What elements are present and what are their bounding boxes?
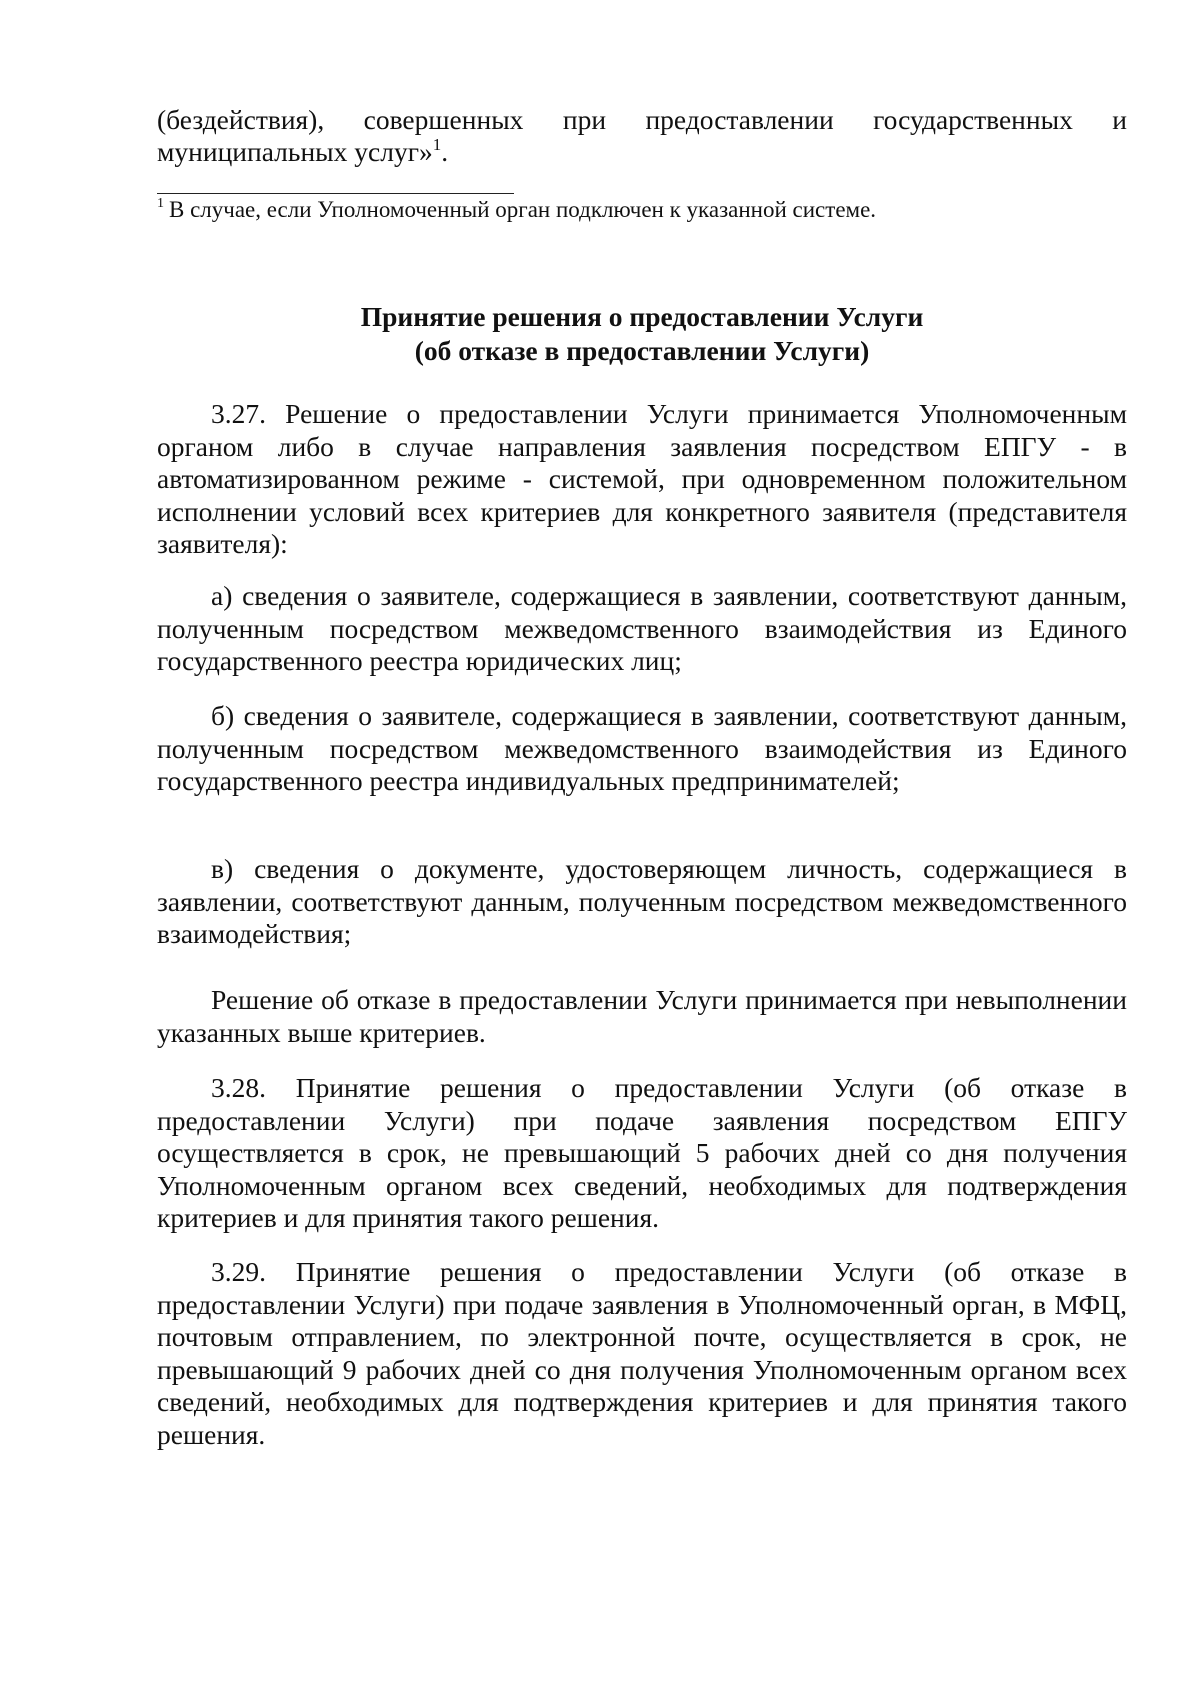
footnote-mark: 1 — [157, 196, 164, 211]
footnote-text: В случае, если Уполномоченный орган подключен к указанной системе. — [169, 197, 877, 222]
top-paragraph-line2 — [157, 136, 1127, 169]
footnote-separator — [157, 193, 514, 194]
paragraph-item-a: а) сведения о заявителе, содержащиеся в заявлении, соответствуют данным, полученным посредством межведомственного взаимодействия из Единого государственного реестра юридических лиц; — [157, 580, 1127, 676]
paragraph-item-v: в) сведения о документе, удостоверяющем личность, содержащиеся в заявлении, соответствуют данным, полученным посредством межведомственного взаимодействия; — [157, 853, 1127, 949]
paragraph-3-28: 3.28. Принятие решения о предоставлении Услуги (об отказе в предоставлении Услуги) при подаче заявления посредством ЕПГУ осуществляется в срок, не превышающий 5 рабочих дней со дня получения Уполномоченным органом всех сведений, необходимых для подтверждения критериев и для принятия такого решения. — [157, 1072, 1127, 1233]
top-paragraph-line1 — [157, 104, 1127, 137]
top-paragraph-line1-text: (бездействия), совершенных при предоставлении государственных и — [157, 104, 1127, 135]
paragraph-item-b: б) сведения о заявителе, содержащиеся в заявлении, соответствуют данным, полученным посредством межведомственного взаимодействия из Единого государственного реестра индивидуальных предпринимателей; — [157, 700, 1127, 796]
top-paragraph-line2-text: муниципальных услуг» — [157, 136, 433, 167]
paragraph-3-27: 3.27. Решение о предоставлении Услуги принимается Уполномоченным органом либо в случае направления заявления посредством ЕПГУ - в автоматизированном режиме - системой, при одновременном положительном исполнении условий всех критериев для конкретного заявителя (представителя заявителя): — [157, 398, 1127, 559]
section-heading-line1: Принятие решения о предоставлении Услуги — [360, 301, 924, 332]
footnote — [157, 196, 1057, 224]
section-heading-line2: (об отказе в предоставлении Услуги) — [414, 335, 870, 366]
paragraph-refusal: Решение об отказе в предоставлении Услуги принимается при невыполнении указанных выше критериев. — [157, 984, 1127, 1048]
footnote-reference: 1 — [432, 135, 442, 154]
paragraph-3-29: 3.29. Принятие решения о предоставлении Услуги (об отказе в предоставлении Услуги) при подаче заявления в Уполномоченный орган, в МФЦ, почтовым отправлением, по электронной почте, осуществляется в срок, не превышающий 9 рабочих дней со дня получения Уполномоченным органом всех сведений, необходимых для подтверждения критериев и для принятия такого решения. — [157, 1256, 1127, 1450]
top-paragraph-line2-end: . — [441, 136, 449, 167]
